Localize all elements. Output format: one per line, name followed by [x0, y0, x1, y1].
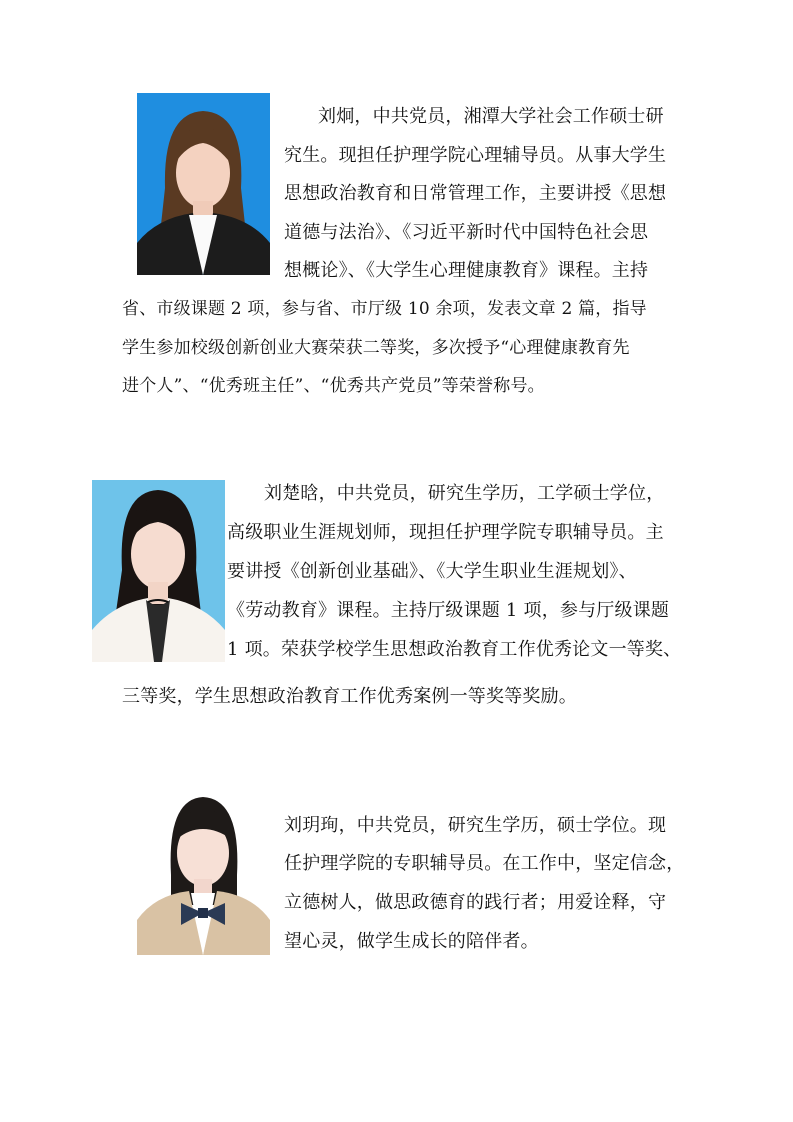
portrait-photo-1 — [137, 93, 270, 275]
portrait-photo-2 — [92, 480, 225, 662]
profile-1-line-6: 省、市级课题 2 项，参与省、市厅级 10 余项，发表文章 2 篇，指导 — [122, 299, 647, 319]
profile-1-line-3: 思想政治教育和日常管理工作，主要讲授《思想 — [284, 183, 667, 204]
portrait-photo-3 — [137, 795, 270, 955]
profile-3-line-4: 望心灵，做学生成长的陪伴者。 — [284, 931, 539, 952]
profile-1-line-8: 进个人”、“优秀班主任”、“优秀共产党员”等荣誉称号。 — [122, 376, 545, 396]
profile-2-line-6: 三等奖，学生思想政治教育工作优秀案例一等奖等奖励。 — [122, 686, 577, 707]
profile-2-line-3: 要讲授《创新创业基础》、《大学生职业生涯规划》、 — [227, 561, 637, 582]
profile-1-line-7: 学生参加校级创新创业大赛荣获二等奖，多次授予“心理健康教育先 — [122, 338, 630, 358]
profile-1-line-1: 刘炯，中共党员，湘潭大学社会工作硕士研 — [318, 106, 664, 127]
profile-2-line-4: 《劳动教育》课程。主持厅级课题 1 项，参与厅级课题 — [227, 600, 670, 621]
profile-3-line-1: 刘玥珣，中共党员，研究生学历，硕士学位。现 — [284, 815, 667, 836]
profile-1-line-2: 究生。现担任护理学院心理辅导员。从事大学生 — [284, 145, 667, 166]
profile-2-line-1: 刘楚晗，中共党员，研究生学历，工学硕士学位， — [264, 483, 665, 504]
profile-1-line-5: 想概论》、《大学生心理健康教育》课程。主持 — [284, 260, 649, 281]
profile-2-line-2: 高级职业生涯规划师，现担任护理学院专职辅导员。主 — [227, 522, 664, 543]
profile-3-line-3: 立德树人，做思政德育的践行者；用爱诠释，守 — [284, 892, 667, 913]
profile-3-line-2: 任护理学院的专职辅导员。在工作中，坚定信念， — [284, 853, 685, 874]
profile-1-line-4: 道德与法治》、《习近平新时代中国特色社会思 — [284, 222, 649, 243]
profile-2-line-5: 1 项。荣获学校学生思想政治教育工作优秀论文一等奖、 — [227, 639, 682, 660]
